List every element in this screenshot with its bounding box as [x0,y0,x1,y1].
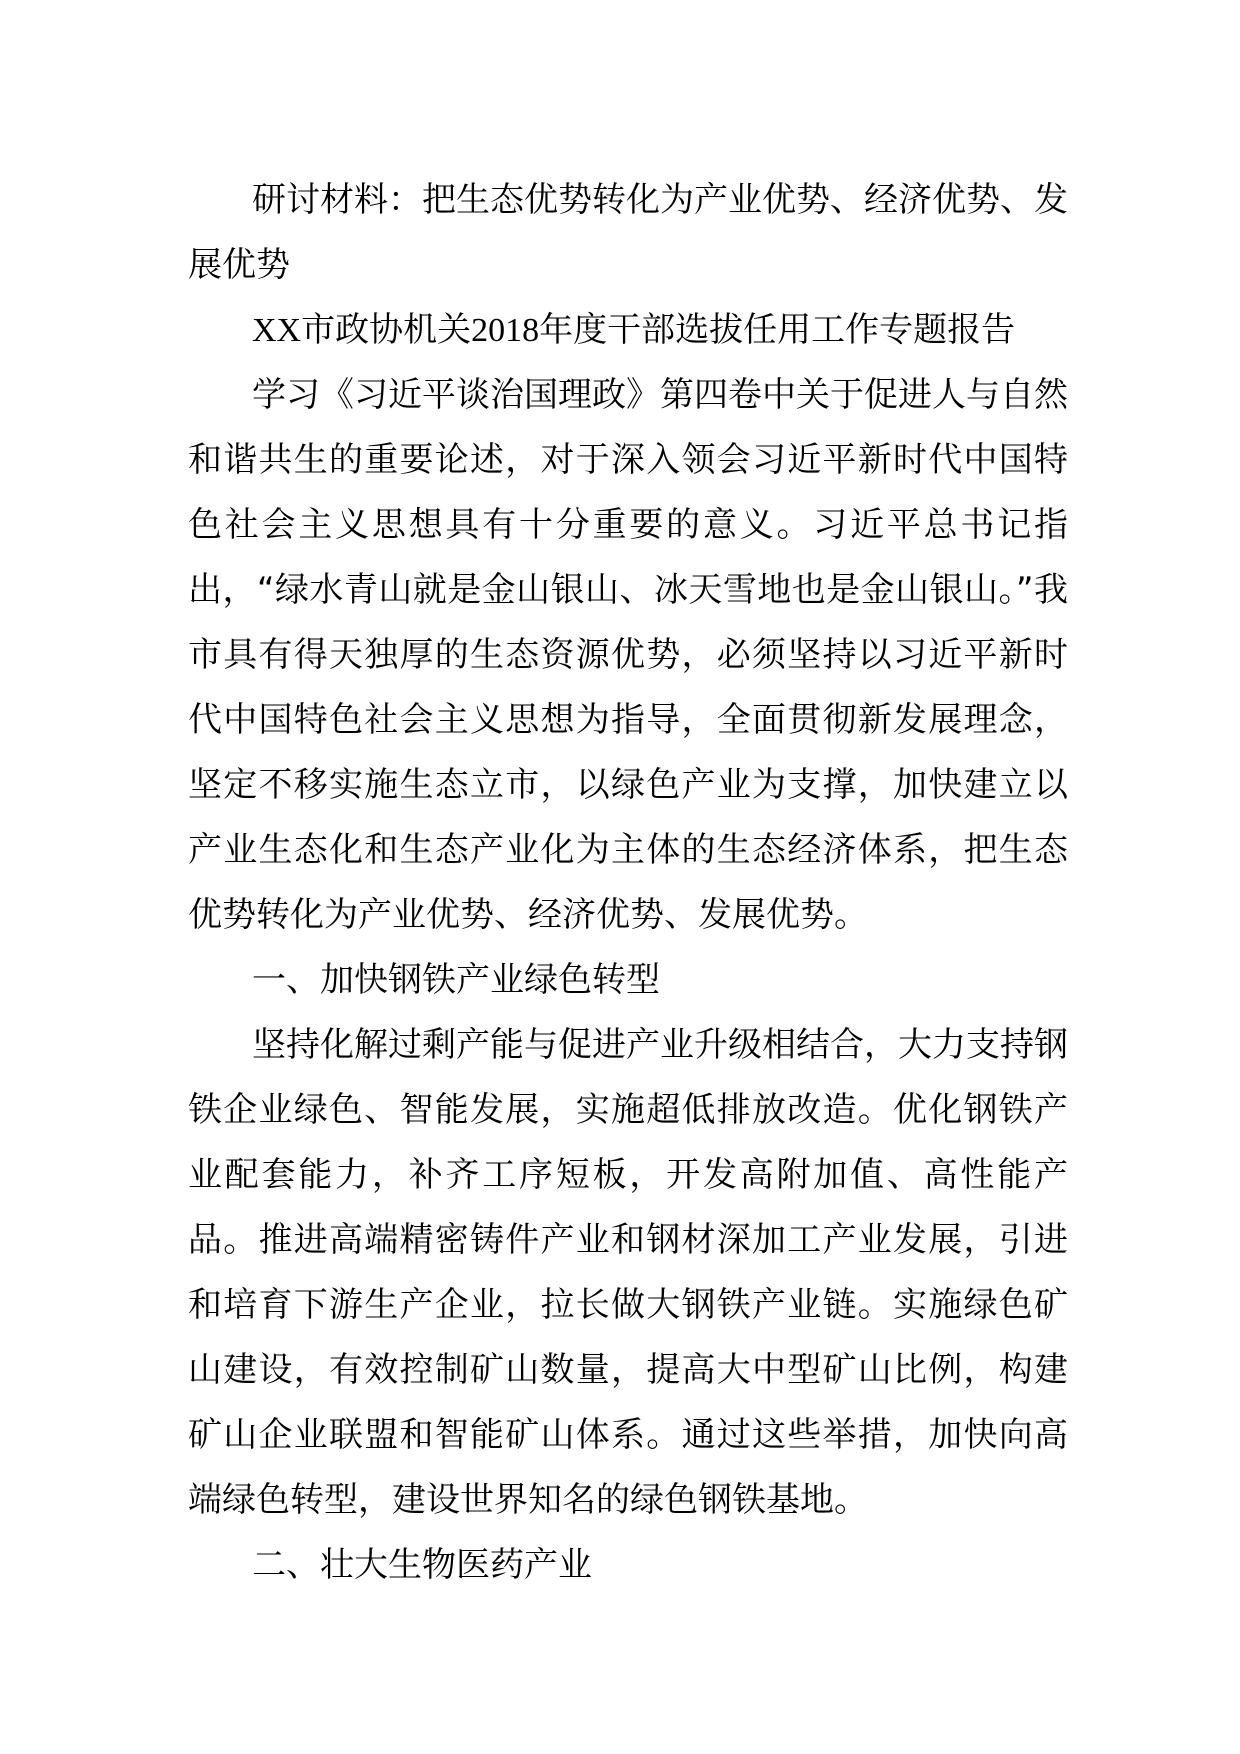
section-heading-1: 一、加快钢铁产业绿色转型 [252,960,660,1000]
paragraph-intro: 学习《习近平谈治国理政》第四卷中关于促进人与自然和谐共生的重要论述，对于深入领会习近平新时代中国特色社会主义思想具有十分重要的意义。习近平总书记指出，“绿水青山就是金山银山、冰天雪地也是金山银山。”我市具有得天独厚的生态资源优势，必须坚持以习近平新时代中国特色社会主义思想为指导，全面贯彻新发展理念，坚定不移实施生态立市，以绿色产业为支撑，加快建立以产业生态化和生态产业化为主体的生态经济体系，把生态优势转化为产业优势、经济优势、发展优势。 [188,375,1068,935]
document-subtitle: XX市政协机关2018年度干部选拔任用工作专题报告 [252,312,1016,349]
paragraph-section-1: 坚持化解过剩产能与促进产业升级相结合，大力支持钢铁企业绿色、智能发展，实施超低排放改造。优化钢铁产业配套能力，补齐工序短板，开发高附加值、高性能产品。推进高端精密铸件产业和钢材深加工产业发展，引进和培育下游生产企业，拉长做大钢铁产业链。实施绿色矿山建设，有效控制矿山数量，提高大中型矿山比例，构建矿山企业联盟和智能矿山体系。通过这些举措，加快向高端绿色转型，建设世界知名的绿色钢铁基地。 [188,1025,1068,1520]
section-heading-2: 二、壮大生物医药产业 [252,1545,592,1585]
document-body [188,168,1068,1598]
document-title: 研讨材料：把生态优势转化为产业优势、经济优势、发展优势 [188,180,1068,285]
